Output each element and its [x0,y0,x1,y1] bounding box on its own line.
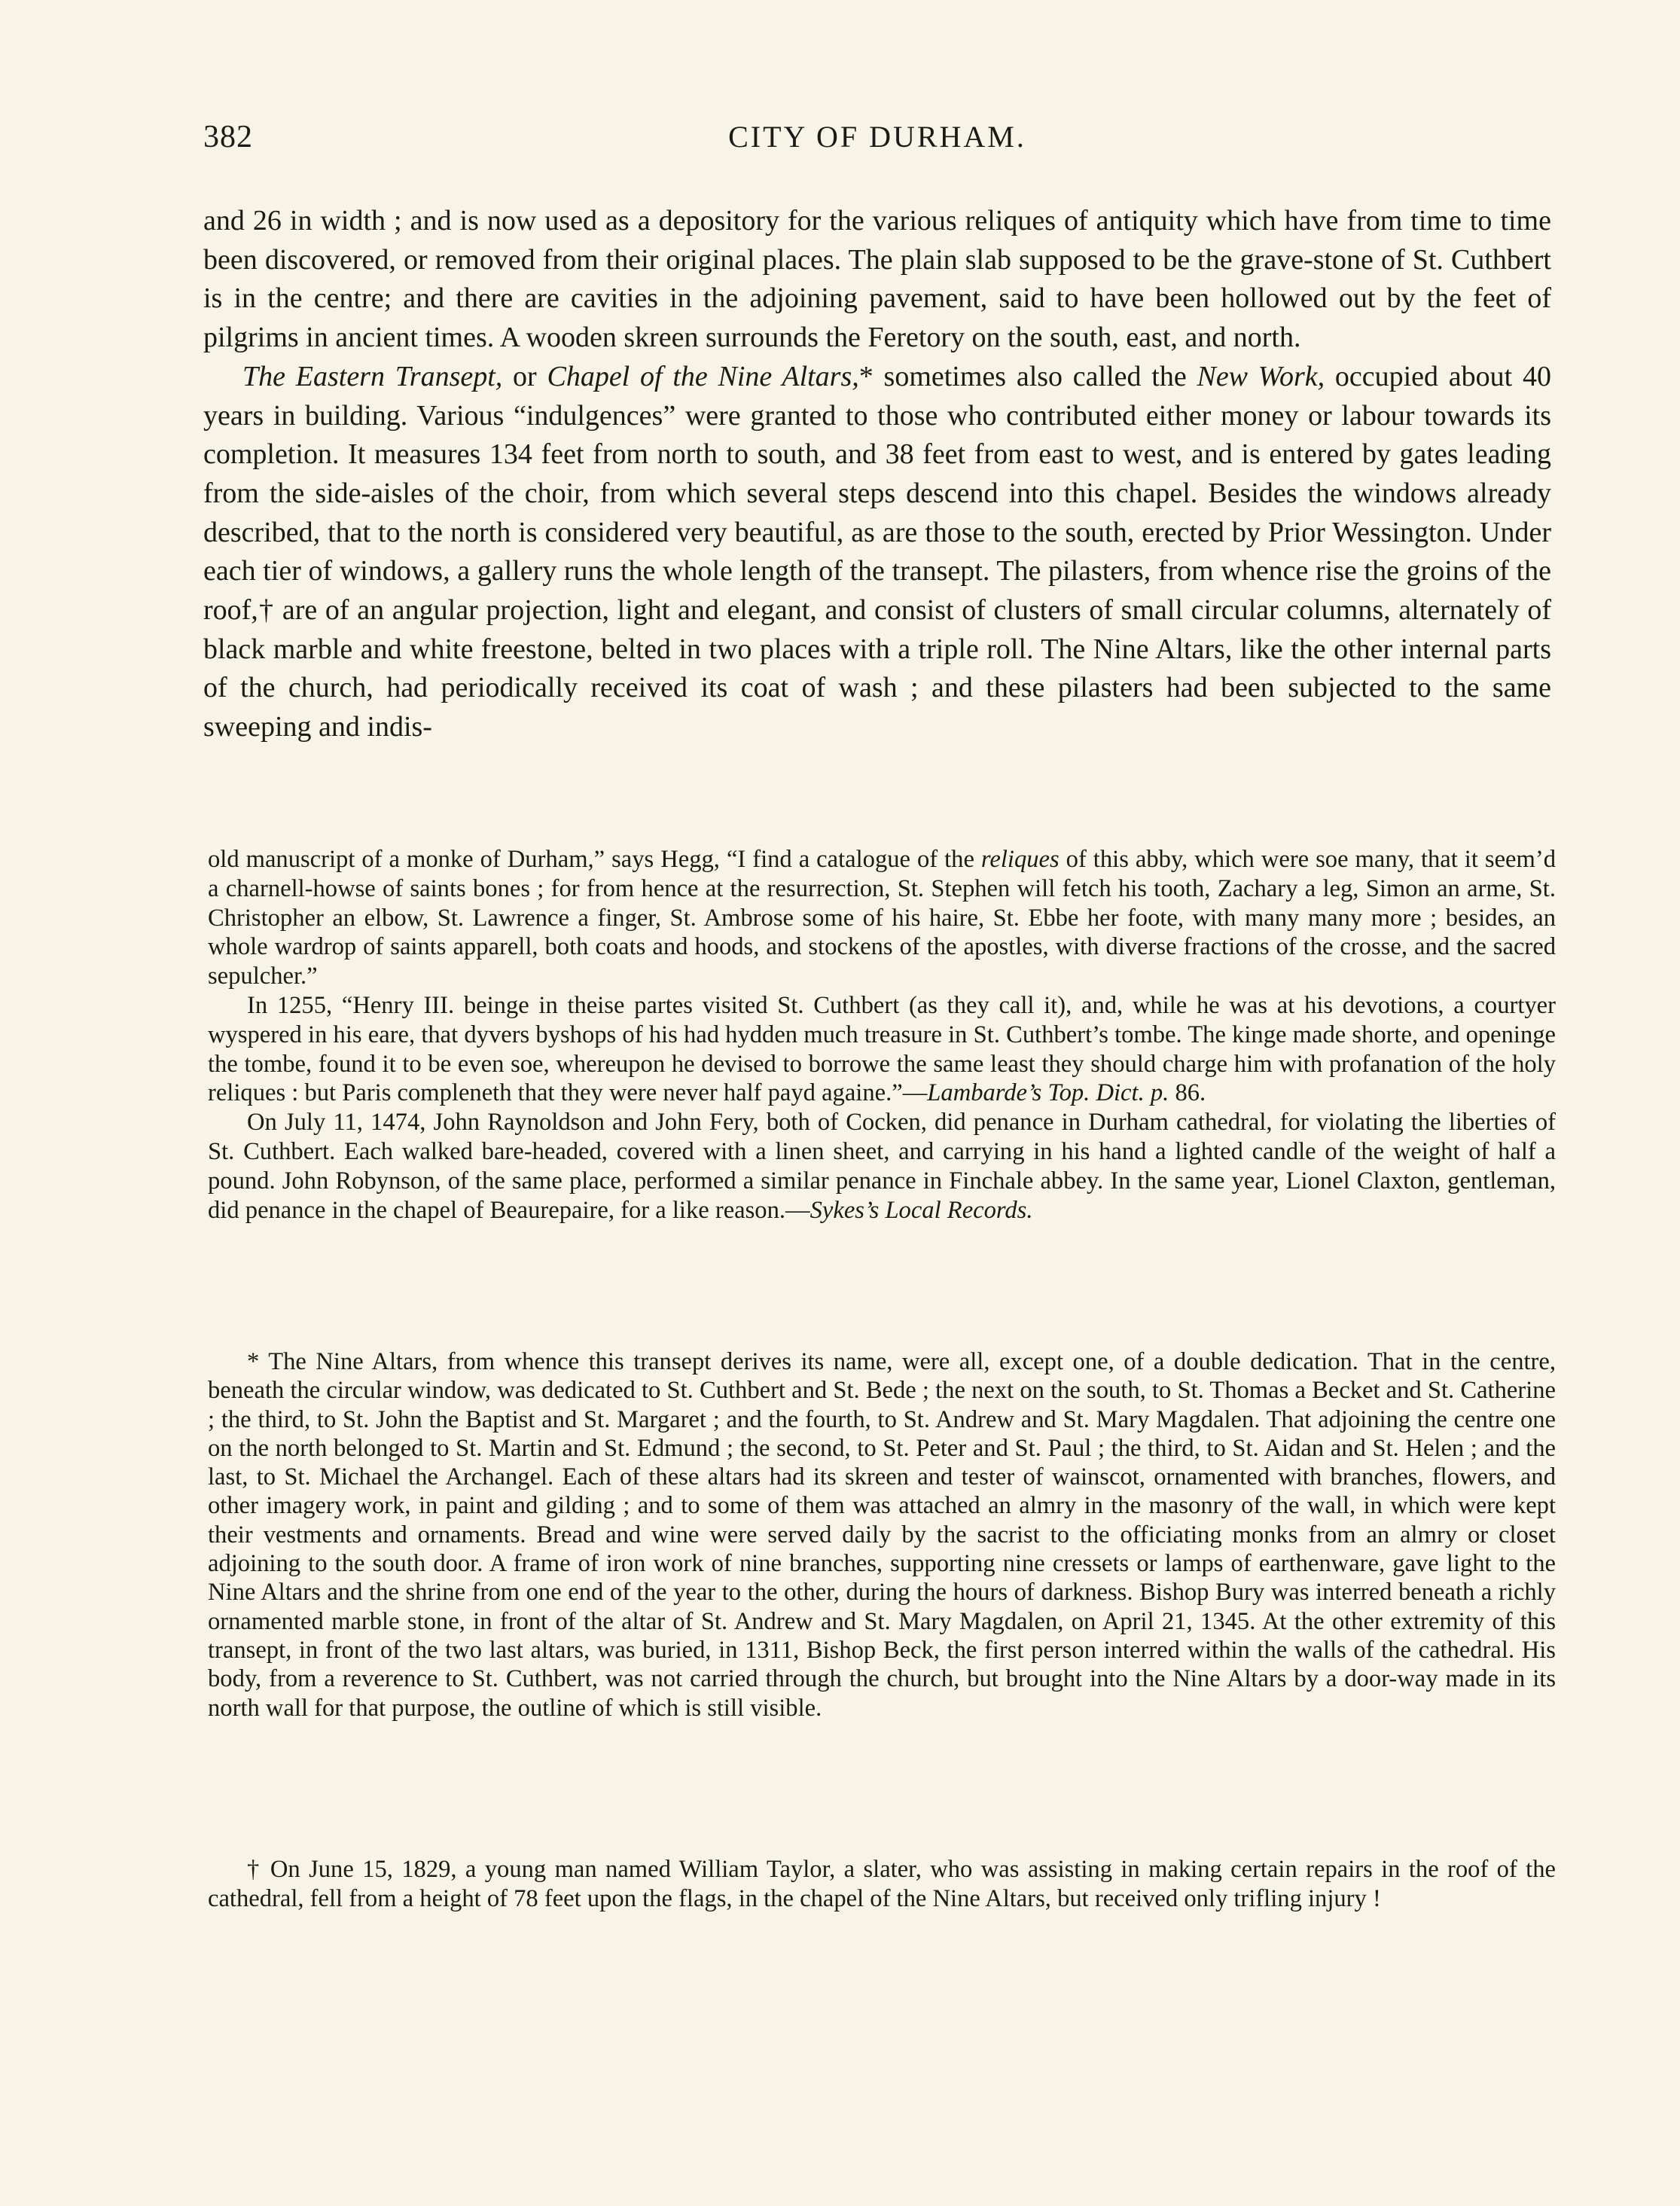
text-run: occupied about 40 years in building. Various “indulgences” were granted to those who contributed either money or labour towards its completion. It measures 134 feet from north to south, and 38 feet from east to west, and is entered by gates leading from the side-aisles of the choir, from which several steps descend into this chapel. Besides the windows already described, that to the north is considered very beautiful, as are those to the south, erected by Prior Wessington. Under each tier of windows, a gallery runs the whole length of the transept. The pilasters, from whence rise the groins of the roof, [203,360,1551,627]
page-header [203,119,1551,164]
footnote-text: * The Nine Altars, from whence this transept derives its name, were all, except one, of a double dedication. That in the centre, beneath the circular window, was dedicated to St. Cuthbert and St. Bede ; the next on the south, to St. Thomas a Becket and St. Catherine ; the third, to St. John the Baptist and St. Margaret ; and the fourth, to St. Andrew and St. Mary Magdalen. That adjoining the centre one on the north belonged to St. Martin and St. Edmund ; the second, to St. Peter and St. Paul ; the third, to St. Aidan and St. Helen ; and the last, to St. Michael the Archangel. Each of these altars had its skreen and tester of wainscot, ornamented with branches, flowers, and other imagery work, in paint and gilding ; and to some of them was attached an almry in the masonry of the wall, in which were kept their vestments and ornaments. Bread and wine were served daily by the sacrist to the officiating monks from an almry or closet adjoining to the south door. A frame of iron work of nine branches, supporting nine cressets or lamps of earthenware, gave light to the Nine Altars and the shrine from one end of the year to the other, during the hours of darkness. Bishop Bury was interred beneath a richly ornamented marble stone, in front of the altar of St. Andrew and St. Mary Magdalen, on April 21, 1345. At the other extremity of this transept, in front of the two last altars, was buried, in 1311, Bishop Beck, the first person interred within the walls of the cathedral. His body, from a reverence to St. Cuthbert, was not carried through the church, but brought into the Nine Altars by a door-way made in its north wall for that purpose, the outline of which is still visible. [208,1348,1556,1722]
main-paragraph [203,358,1551,747]
running-title: CITY OF DURHAM. [728,120,1026,154]
italic-title: Chapel of the Nine Altars, [547,360,859,392]
footnote-mark: † [258,594,275,627]
text-run: On July 11, 1474, John Raynoldson and John Fery, both of Cocken, did penance in Durham cathedral, for violating the liberties of St. Cuthbert. Each walked bare-headed, covered with a linen sheet, and carrying in his hand a lighted candle of the weight of half a pound. John Robynson, of the same place, performed a similar penance in Finchale abbey. In the same year, Lionel Claxton, gentleman, did penance in the chapel of Beaurepaire, for a like reason.— [208,1109,1556,1224]
text-run: In 1255, “Henry III. beinge in theise partes visited St. Cuthbert (as they call it), and, while he was at his devotions, a courtyer wyspered in his eare, that dyvers byshops of his had hydden much treasure in St. Cuthbert’s tombe. The kinge made shorte, and openinge the tombe, found it to be even soe, whereupon he devised to borrowe the same least they should charge him with profanation of the holy reliques : but Paris compleneth that they were never half payd againe.”— [208,991,1556,1107]
italic-title: New Work, [1197,360,1325,392]
main-paragraph: and 26 in width ; and is now used as a depository for the various reliques of antiquity which have from time to time been discovered, or removed from their original places. The plain slab supposed to be the grave-stone of St. Cuthbert is in the centre; and there are cavities in the adjoining pavement, said to have been hollowed out by the feet of pilgrims in ancient times. A wooden skreen surrounds the Feretory on the south, east, and north. [203,205,1551,354]
citation: Sykes’s Local Records. [810,1196,1033,1224]
footnote-mark: * [858,360,874,392]
main-text [203,202,1551,747]
text-run: are of an angular projection, light and elegant, and consist of clusters of small circular columns, alternately of black marble and white freestone, belted in two places with a triple roll. The Nine Altars, like the other internal parts of the church, had periodically received its coat of wash ; and these pilasters had been subjected to the same sweeping and indis- [203,594,1551,743]
text-run: of this abby, which were soe many, that it seem’d a charnell-howse of saints bones ; for from hence at the resurrection, St. Stephen will fetch his tooth, Zachary a leg, Simon an arme, St. Christopher an elbow, St. Lawrence a finger, St. Ambrose some of his haire, St. Ebbe her foote, with many many more ; besides, an whole wardrop of saints apparell, both coats and hoods, and stockens of the apostles, with diverse fractions of the crosse, and the sacred sepulcher.” [208,846,1556,990]
text-run: sometimes also called the [873,360,1197,392]
text-run: or [502,360,547,392]
footnote-nine-altars [208,1347,1556,1722]
note-paragraph [208,1108,1556,1225]
italic-title: The Eastern Transept, [242,360,503,392]
note-paragraph [208,991,1556,1108]
footnote-groins [208,1855,1556,1913]
page-number: 382 [203,120,253,154]
citation: Lambarde’s Top. Dict. p. [927,1079,1169,1107]
note-paragraph [208,845,1556,991]
italic-word: reliques [980,846,1060,873]
continued-note [208,845,1556,1225]
text-run: 86. [1169,1079,1206,1107]
text-run: old manuscript of a monke of Durham,” says Hegg, “I find a catalogue of the [208,846,981,873]
footnote-text: † On June 15, 1829, a young man named William Taylor, a slater, who was assisting in making certain repairs in the roof of the cathedral, fell from a height of 78 feet upon the flags, in the chapel of the Nine Altars, but received only trifling injury ! [208,1856,1556,1912]
